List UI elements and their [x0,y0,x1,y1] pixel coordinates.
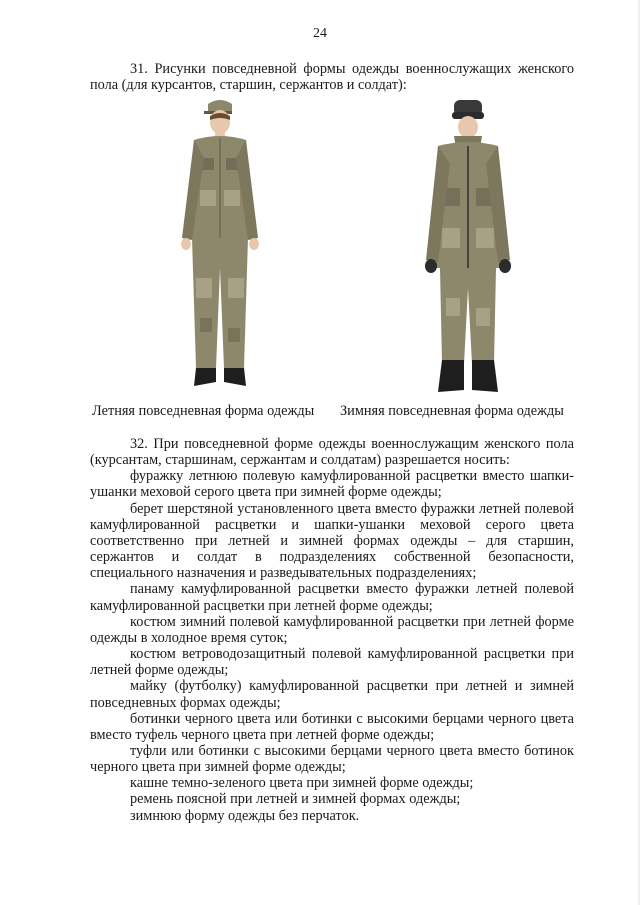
list-item: ботинки черного цвета или ботинки с высокими берцами черного цвета вместо туфель черного цвета при летней форме одежды; [90,710,574,743]
list-item: фуражку летнюю полевую камуфлированной расцветки вместо шапки-ушанки меховой серого цвета при зимней форме одежды; [90,468,574,501]
uniform-figures [90,98,580,398]
summer-uniform-figure [170,98,270,398]
list-item: майку (футболку) камуфлированной расцветки при летней и зимней повседневных формах одежды; [90,678,574,711]
winter-uniform-figure [418,98,518,398]
list-item: туфли или ботинки с высокими берцами черного цвета вместо ботинок черного цвета при зимней форме одежды; [90,742,574,776]
list-item: кашне темно-зеленого цвета при зимней форме одежды; [130,775,474,792]
list-item: берет шерстяной установленного цвета вместо фуражки летней полевой камуфлированной расцветки и шапки-ушанки меховой серого цвета соответственно при летней и зимней формах одежды – для старшин, сержантов и солдат в подразделениях собственной безопасности, специального назначения и разведывательных подразделениях; [90,500,574,582]
list-item: костюм зимний полевой камуфлированной расцветки при летней форме одежды в холодное время суток; [90,613,574,646]
summer-uniform-caption: Летняя повседневная форма одежды [92,403,315,419]
section-32 [90,436,574,824]
winter-uniform-caption: Зимняя повседневная форма одежды [340,403,564,419]
list-item: костюм ветроводозащитный полевой камуфлированной расцветки при летней форме одежды; [90,646,574,679]
page-number: 24 [313,26,327,41]
list-item: зимнюю форму одежды без перчаток. [130,807,360,824]
list-item: панаму камуфлированной расцветки вместо фуражки летней полевой камуфлированной расцветки при летней форме одежды; [90,581,574,614]
section-31-text: 31. Рисунки повседневной формы одежды военнослужащих женского пола (для курсантов, старшин, сержантов и солдат): [90,61,574,94]
section-32-intro: 32. При повседневной форме одежды военнослужащим женского пола (курсантам, старшинам, сержантам и солдатам) разрешается носить: [90,436,574,469]
list-item: ремень поясной при летней и зимней формах одежды; [130,791,461,808]
